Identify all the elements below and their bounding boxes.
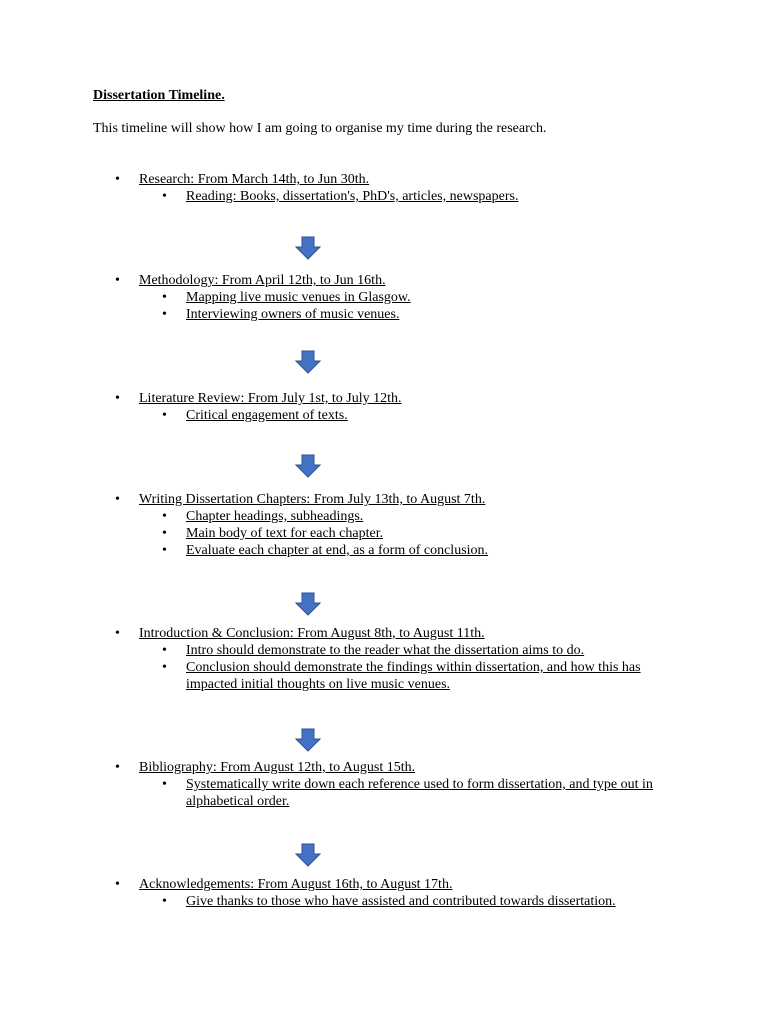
bullet-icon: • xyxy=(162,643,167,658)
down-arrow-icon xyxy=(295,843,321,867)
bullet-icon: • xyxy=(115,273,120,288)
list-item-text: Intro should demonstrate to the reader what the dissertation aims to do. xyxy=(186,643,585,658)
bullet-icon: • xyxy=(115,492,120,507)
list-item-text: Systematically write down each reference used to form dissertation, and type out in alphabetical order. xyxy=(186,777,653,809)
bullet-icon: • xyxy=(162,307,167,322)
list-item-text: Critical engagement of texts. xyxy=(186,408,348,423)
down-arrow-icon xyxy=(295,592,321,616)
list-item-text: Main body of text for each chapter. xyxy=(186,526,384,541)
down-arrow-icon xyxy=(295,350,321,374)
section-heading: Literature Review: From July 1st, to July 12th. xyxy=(139,391,402,406)
bullet-icon: • xyxy=(162,894,167,909)
bullet-icon: • xyxy=(162,408,167,423)
bullet-icon: • xyxy=(115,877,120,892)
bullet-icon: • xyxy=(162,509,167,524)
down-arrow-icon xyxy=(295,728,321,752)
section-heading: Bibliography: From August 12th, to August 15th. xyxy=(139,760,416,775)
section-heading: Introduction & Conclusion: From August 8th, to August 11th. xyxy=(139,626,485,641)
bullet-icon: • xyxy=(115,760,120,775)
bullet-icon: • xyxy=(162,660,167,675)
section-heading: Acknowledgements: From August 16th, to August 17th. xyxy=(139,877,453,892)
list-item-text: Give thanks to those who have assisted and contributed towards dissertation. xyxy=(186,894,616,909)
list-item-text: Interviewing owners of music venues. xyxy=(186,307,400,322)
bullet-icon: • xyxy=(115,391,120,406)
bullet-icon: • xyxy=(115,172,120,187)
bullet-icon: • xyxy=(162,526,167,541)
intro-paragraph: This timeline will show how I am going to organise my time during the research. xyxy=(93,121,547,136)
list-item-text: Mapping live music venues in Glasgow. xyxy=(186,290,411,305)
list-item-text: Conclusion should demonstrate the findings within dissertation, and how this has impacted initial thoughts on live music venues. xyxy=(186,660,641,692)
list-item-text: Chapter headings, subheadings. xyxy=(186,509,364,524)
section-heading: Writing Dissertation Chapters: From July 13th, to August 7th. xyxy=(139,492,486,507)
list-item-text: Evaluate each chapter at end, as a form of conclusion. xyxy=(186,543,489,558)
section-heading: Research: From March 14th, to Jun 30th. xyxy=(139,172,370,187)
bullet-icon: • xyxy=(162,543,167,558)
down-arrow-icon xyxy=(295,236,321,260)
page-title: Dissertation Timeline. xyxy=(93,88,225,103)
bullet-icon: • xyxy=(115,626,120,641)
section-heading: Methodology: From April 12th, to Jun 16th. xyxy=(139,273,386,288)
bullet-icon: • xyxy=(162,189,167,204)
bullet-icon: • xyxy=(162,777,167,792)
bullet-icon: • xyxy=(162,290,167,305)
down-arrow-icon xyxy=(295,454,321,478)
list-item-text: Reading: Books, dissertation's, PhD's, articles, newspapers. xyxy=(186,189,519,204)
